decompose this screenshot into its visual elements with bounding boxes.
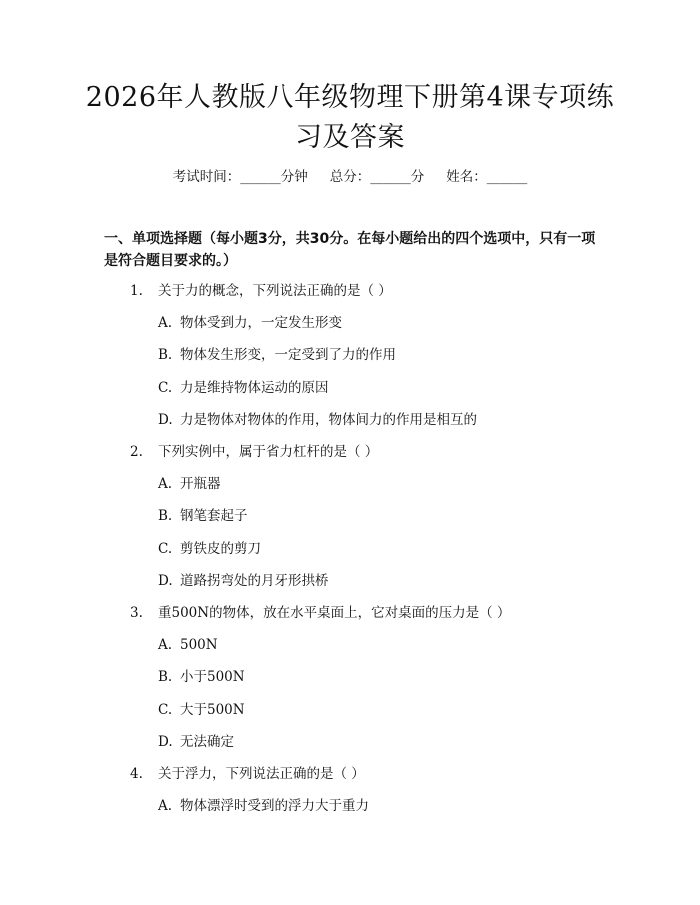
option-letter: D. — [158, 572, 173, 589]
answer-option — [158, 345, 396, 365]
question-number: 1. — [130, 283, 143, 299]
exam-time-field: 考试时间：______分钟 — [172, 169, 308, 185]
option-text: 物体受到力，一定发生形变 — [180, 315, 342, 332]
option-letter: B. — [158, 508, 173, 525]
option-letter: B. — [158, 347, 173, 364]
option-text: 开瓶器 — [180, 476, 221, 493]
option-text: 大于500N — [180, 701, 245, 718]
question-text: 重500N的物体，放在水平桌面上，它对桌面的压力是（ ） — [158, 605, 511, 621]
answer-option — [158, 539, 261, 559]
option-letter: C. — [158, 540, 173, 557]
option-letter: A. — [158, 315, 173, 332]
answer-option — [158, 667, 245, 687]
option-letter: A. — [158, 637, 173, 654]
question-stem — [130, 442, 378, 462]
option-text: 无法确定 — [180, 733, 234, 750]
student-name-field: 姓名：______ — [446, 169, 528, 185]
option-letter: B. — [158, 669, 173, 686]
option-letter: A. — [158, 476, 173, 493]
question-text: 下列实例中，属于省力杠杆的是（ ） — [158, 444, 379, 460]
question-number: 2. — [130, 444, 143, 460]
option-letter: D. — [158, 733, 173, 750]
question-number: 4. — [130, 766, 143, 782]
answer-option — [158, 410, 477, 430]
section-heading-line-2: 是符合题目要求的。） — [104, 253, 237, 269]
answer-option — [158, 700, 245, 720]
question-text: 关于浮力，下列说法正确的是（ ） — [158, 766, 365, 782]
answer-option — [158, 571, 329, 591]
question-stem — [130, 764, 365, 784]
title-line-1: 2026年人教版八年级物理下册第4课专项练 — [85, 82, 615, 113]
answer-option — [158, 378, 329, 398]
question-stem — [130, 281, 392, 301]
option-text: 500N — [180, 637, 218, 654]
answer-option — [158, 635, 218, 655]
option-text: 物体漂浮时受到的浮力大于重力 — [180, 798, 369, 815]
question-text: 关于力的概念，下列说法正确的是（ ） — [158, 283, 392, 299]
total-score-field: 总分：______分 — [329, 169, 425, 185]
option-letter: D. — [158, 411, 173, 428]
answer-option — [158, 506, 248, 526]
question-stem — [130, 603, 510, 623]
option-text: 道路拐弯处的月牙形拱桥 — [180, 572, 329, 589]
option-text: 钢笔套起子 — [180, 508, 248, 525]
title-line-2: 习及答案 — [295, 122, 405, 153]
section-heading-line-1: 一、单项选择题（每小题3分，共30分。在每小题给出的四个选项中，只有一项 — [104, 231, 596, 247]
answer-option — [158, 474, 221, 494]
option-text: 力是维持物体运动的原因 — [180, 379, 329, 396]
answer-option — [158, 732, 234, 752]
option-letter: C. — [158, 701, 173, 718]
option-letter: C. — [158, 379, 173, 396]
answer-option — [158, 313, 342, 333]
question-number: 3. — [130, 605, 143, 621]
option-text: 力是物体对物体的作用，物体间力的作用是相互的 — [180, 411, 477, 428]
answer-option — [158, 796, 369, 816]
option-text: 剪铁皮的剪刀 — [180, 540, 261, 557]
option-letter: A. — [158, 798, 173, 815]
option-text: 物体发生形变，一定受到了力的作用 — [180, 347, 396, 364]
option-text: 小于500N — [180, 669, 245, 686]
